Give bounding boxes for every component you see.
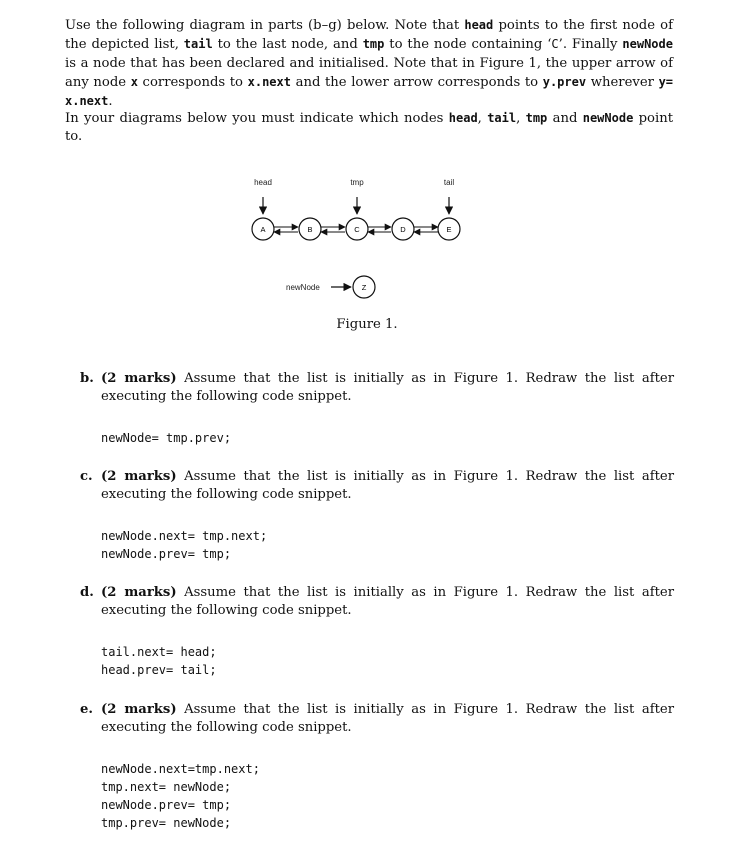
text-span: wherever bbox=[586, 74, 659, 90]
code-tmp: tmp bbox=[362, 37, 385, 52]
list-node bbox=[392, 218, 414, 240]
text-span: and the lower arrow corresponds to bbox=[290, 74, 543, 90]
code-tail: tail bbox=[487, 111, 517, 125]
question-body: Assume that the list is initially as in Figure 1. Redraw the list after executing the following code snippet. bbox=[101, 585, 674, 619]
text-span: point to. bbox=[65, 111, 673, 145]
node-value: Z bbox=[361, 283, 367, 292]
code-snippet-b: newNode= tmp.prev; bbox=[101, 431, 232, 445]
text-span: , bbox=[516, 111, 526, 126]
text-span: . bbox=[108, 94, 113, 110]
new-node bbox=[353, 276, 375, 298]
question-text bbox=[101, 701, 674, 738]
intro-paragraph bbox=[65, 16, 673, 111]
text-span: and bbox=[547, 111, 583, 126]
text-span: In your diagrams below you must indicate which nodes bbox=[65, 111, 449, 126]
list-node bbox=[252, 218, 274, 240]
question-b bbox=[80, 370, 674, 407]
list-node bbox=[346, 218, 368, 240]
marks: (2 marks) bbox=[101, 702, 177, 717]
text-span: ’. Finally bbox=[558, 37, 623, 53]
code-y-eq: y= x.next bbox=[65, 74, 674, 109]
node-value: E bbox=[446, 225, 452, 234]
list-node bbox=[299, 218, 321, 240]
question-text bbox=[101, 370, 674, 407]
text-span: points to the first node of the depicted list, bbox=[65, 18, 673, 53]
tmp-label: tmp bbox=[350, 178, 364, 187]
node-value: C bbox=[354, 225, 360, 234]
question-text bbox=[101, 584, 674, 621]
code-x-next: x.next bbox=[247, 74, 291, 89]
text-span: corresponds to bbox=[137, 74, 248, 90]
code-tail: tail bbox=[183, 37, 213, 52]
code-snippet-d: tail.next= head; head.prev= tail; bbox=[101, 645, 217, 677]
head-label: head bbox=[254, 178, 272, 187]
figure-caption: Figure 1. bbox=[336, 317, 398, 332]
node-value: B bbox=[307, 225, 313, 234]
code-snippet-c: newNode.next= tmp.next; newNode.prev= tmp; bbox=[101, 529, 268, 561]
tail-label: tail bbox=[443, 178, 455, 187]
question-text bbox=[101, 468, 674, 505]
text-span: to the last node, and bbox=[212, 37, 363, 53]
marks: (2 marks) bbox=[101, 585, 177, 600]
question-label: e. bbox=[80, 702, 93, 717]
code-c: C bbox=[551, 37, 559, 52]
code-snippet-e: newNode.next=tmp.next; tmp.next= newNode; newNode.prev= tmp; tmp.prev= newNode; bbox=[101, 762, 260, 830]
question-body: Assume that the list is initially as in Figure 1. Redraw the list after executing the following code snippet. bbox=[101, 469, 674, 503]
question-body: Assume that the list is initially as in Figure 1. Redraw the list after executing the following code snippet. bbox=[101, 371, 674, 405]
marks: (2 marks) bbox=[101, 371, 177, 386]
code-head: head bbox=[448, 111, 478, 125]
node-value: A bbox=[260, 225, 266, 234]
question-label: c. bbox=[80, 469, 93, 484]
marks: (2 marks) bbox=[101, 469, 177, 484]
newnode-label: newNode bbox=[286, 283, 320, 292]
code-x: x bbox=[130, 74, 138, 89]
question-body: Assume that the list is initially as in Figure 1. Redraw the list after executing the following code snippet. bbox=[101, 702, 674, 736]
code-tmp: tmp bbox=[525, 111, 548, 125]
code-head: head bbox=[464, 18, 494, 32]
question-e bbox=[80, 701, 674, 738]
code-newnode: newNode bbox=[582, 111, 634, 125]
code-y-prev: y.prev bbox=[542, 74, 587, 89]
instruction-paragraph bbox=[65, 109, 673, 147]
list-node bbox=[438, 218, 460, 240]
text-span: , bbox=[477, 111, 488, 126]
question-label: d. bbox=[80, 585, 94, 600]
question-d bbox=[80, 584, 674, 621]
question-c bbox=[80, 468, 674, 505]
node-value: D bbox=[400, 225, 406, 234]
code-newnode: newNode bbox=[622, 37, 673, 52]
text-span: is a node that has been declared and initialised. Note that in Figure 1, the upper arrow of any node bbox=[65, 55, 673, 90]
question-label: b. bbox=[80, 371, 94, 386]
text-span: Use the following diagram in parts (b–g) below. Note that bbox=[65, 18, 465, 33]
text-span: to the node containing ‘ bbox=[384, 37, 552, 53]
